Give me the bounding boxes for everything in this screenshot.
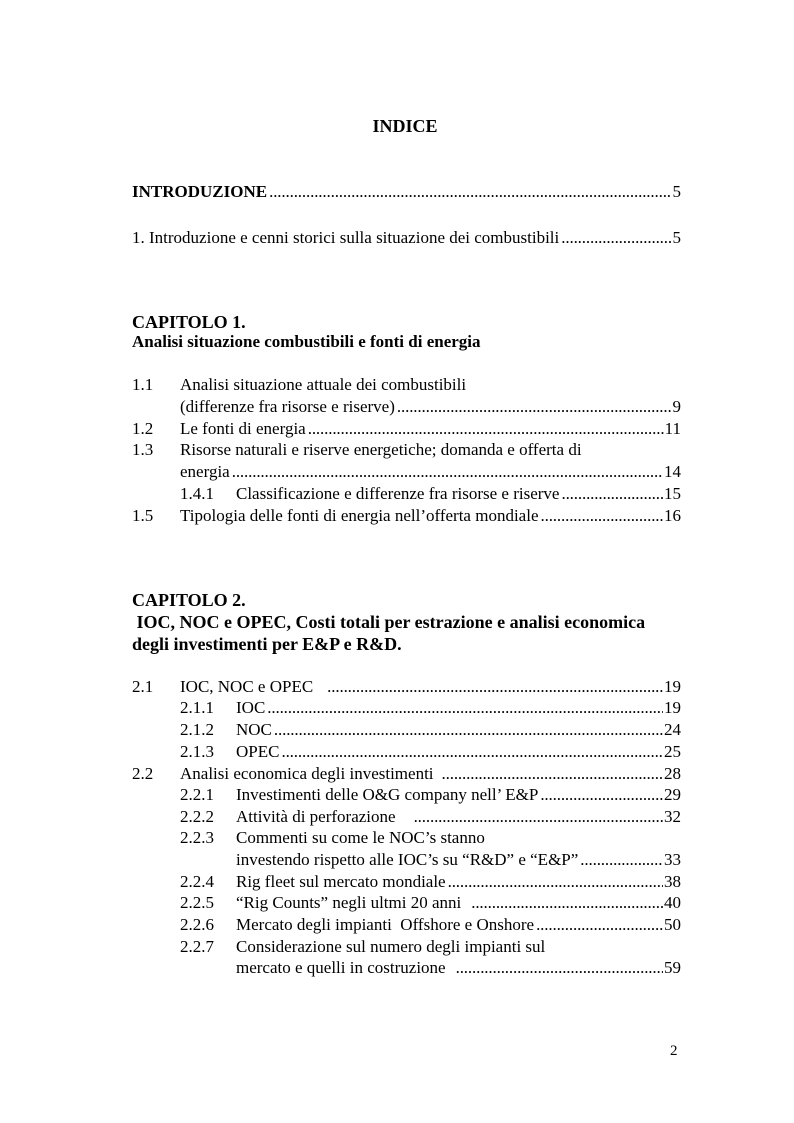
- toc-entry-1-2[interactable]: [132, 418, 681, 440]
- toc-entry-1-3[interactable]: [180, 461, 681, 483]
- dot-leader: [281, 741, 663, 763]
- entry-number: 2.2: [132, 764, 154, 783]
- entry-title: Le fonti di energia: [180, 419, 306, 438]
- toc-entry-introduzione[interactable]: [132, 181, 681, 203]
- entry-number: 1.5: [132, 506, 154, 525]
- toc-entry-2-2-1[interactable]: [180, 784, 681, 806]
- entry-page: 11: [664, 419, 681, 438]
- entry-title: INTRODUZIONE: [132, 182, 268, 201]
- entry-page: 15: [664, 484, 681, 503]
- toc-entry-1-4-1[interactable]: [180, 483, 681, 505]
- entry-title: Tipologia delle fonti di energia nell’offerta mondiale: [180, 506, 539, 525]
- page-title: INDICE: [372, 116, 438, 136]
- toc-entry-2-2[interactable]: [132, 763, 681, 785]
- entry-number: 2.2.6: [180, 915, 214, 934]
- entry-page: 5: [672, 228, 681, 247]
- entry-page: 59: [664, 958, 681, 977]
- entry-page: 9: [672, 397, 681, 416]
- entry-title: Mercato degli impianti Offshore e Onshore: [236, 915, 535, 934]
- dot-leader: [414, 806, 663, 828]
- entry-number: 1.4.1: [180, 484, 214, 503]
- toc-entry-2-2-2[interactable]: [180, 806, 681, 828]
- entry-title: Attività di perforazione: [236, 807, 396, 826]
- entry-title: Analisi situazione attuale dei combustibili: [180, 375, 467, 394]
- entry-number: 2.1: [132, 677, 154, 696]
- toc-entry-1-5[interactable]: [132, 505, 681, 527]
- dot-leader: [561, 483, 663, 505]
- dot-leader: [540, 784, 663, 806]
- entry-title: investendo rispetto alle IOC’s su “R&D” e “E&P”: [236, 850, 579, 869]
- toc-entry-2-2-5[interactable]: [180, 892, 681, 914]
- entry-title: Analisi economica degli investimenti: [180, 764, 434, 783]
- toc-entry-2-2-4[interactable]: [180, 871, 681, 893]
- entry-title: IOC: [236, 698, 266, 717]
- entry-page: 38: [664, 872, 681, 891]
- entry-page: 50: [664, 915, 681, 934]
- toc-entry-2-2-3[interactable]: [236, 849, 681, 871]
- entry-number: 2.2.4: [180, 872, 214, 891]
- dot-leader: [580, 849, 663, 871]
- entry-number: 2.2.1: [180, 785, 214, 804]
- dot-leader: [274, 719, 663, 741]
- dot-leader: [561, 227, 671, 249]
- entry-number: 2.2.3: [180, 828, 214, 847]
- entry-title: Risorse naturali e riserve energetiche; domanda e offerta di: [180, 440, 582, 459]
- chapter-1-subtitle: Analisi situazione combustibili e fonti di energia: [132, 332, 481, 351]
- entry-page: 32: [664, 807, 681, 826]
- entry-page: 19: [664, 698, 681, 717]
- dot-leader: [327, 676, 663, 698]
- entry-title: Rig fleet sul mercato mondiale: [236, 872, 446, 891]
- dot-leader: [442, 763, 663, 785]
- toc-entry-2-1-2[interactable]: [180, 719, 681, 741]
- entry-number: 2.2.7: [180, 937, 214, 956]
- entry-title: Investimenti delle O&G company nell’ E&P: [236, 785, 539, 804]
- dot-leader: [536, 914, 663, 936]
- entry-number: 1.2: [132, 419, 154, 438]
- toc-entry-1-1[interactable]: [180, 396, 681, 418]
- chapter-2-label: CAPITOLO 2.: [132, 590, 246, 610]
- entry-page: 29: [664, 785, 681, 804]
- page-number: 2: [670, 1043, 678, 1059]
- entry-number: 2.2.5: [180, 893, 214, 912]
- entry-title: mercato e quelli in costruzione: [236, 958, 446, 977]
- entry-number: 1.1: [132, 375, 154, 394]
- entry-page: 40: [664, 893, 681, 912]
- entry-page: 25: [664, 742, 681, 761]
- dot-leader: [267, 697, 663, 719]
- entry-page: 14: [664, 462, 681, 481]
- dot-leader: [397, 396, 672, 418]
- entry-number: 2.1.3: [180, 742, 214, 761]
- entry-title: IOC, NOC e OPEC: [180, 677, 314, 696]
- entry-title: OPEC: [236, 742, 280, 761]
- chapter-1-label: CAPITOLO 1.: [132, 312, 246, 332]
- entry-title: NOC: [236, 720, 272, 739]
- entry-title: 1. Introduzione e cenni storici sulla situazione dei combustibili: [132, 228, 560, 247]
- chapter-2-subtitle: IOC, NOC e OPEC, Costi totali per estrazione e analisi economica: [132, 612, 646, 632]
- entry-title: Classificazione e differenze fra risorse e riserve: [236, 484, 560, 503]
- toc-entry-2-1-1[interactable]: [180, 697, 681, 719]
- entry-page: 33: [664, 850, 681, 869]
- entry-number: 2.1.2: [180, 720, 214, 739]
- dot-leader: [308, 418, 664, 440]
- dot-leader: [541, 505, 664, 527]
- toc-entry-intro-1[interactable]: [132, 227, 681, 249]
- entry-page: 28: [664, 764, 681, 783]
- entry-page: 24: [664, 720, 681, 739]
- dot-leader: [471, 892, 663, 914]
- toc-entry-2-1-3[interactable]: [180, 741, 681, 763]
- entry-title: energia: [180, 462, 230, 481]
- entry-number: 2.1.1: [180, 698, 214, 717]
- entry-number: 2.2.2: [180, 807, 214, 826]
- dot-leader: [269, 181, 671, 203]
- entry-title: Considerazione sul numero degli impianti sul: [236, 937, 546, 956]
- entry-title: Commenti su come le NOC’s stanno: [236, 828, 485, 847]
- entry-number: 1.3: [132, 440, 154, 459]
- entry-page: 16: [664, 506, 681, 525]
- entry-page: 19: [664, 677, 681, 696]
- dot-leader: [456, 957, 663, 979]
- dot-leader: [232, 461, 663, 483]
- entry-title: (differenze fra risorse e riserve): [180, 397, 395, 416]
- entry-page: 5: [672, 182, 681, 201]
- toc-entry-2-2-7[interactable]: [236, 957, 681, 979]
- toc-entry-2-2-6[interactable]: [180, 914, 681, 936]
- toc-entry-2-1[interactable]: [132, 676, 681, 698]
- chapter-2-subtitle-continued: degli investimenti per E&P e R&D.: [132, 634, 402, 654]
- entry-title: “Rig Counts” negli ultmi 20 anni: [236, 893, 462, 912]
- dot-leader: [448, 871, 663, 893]
